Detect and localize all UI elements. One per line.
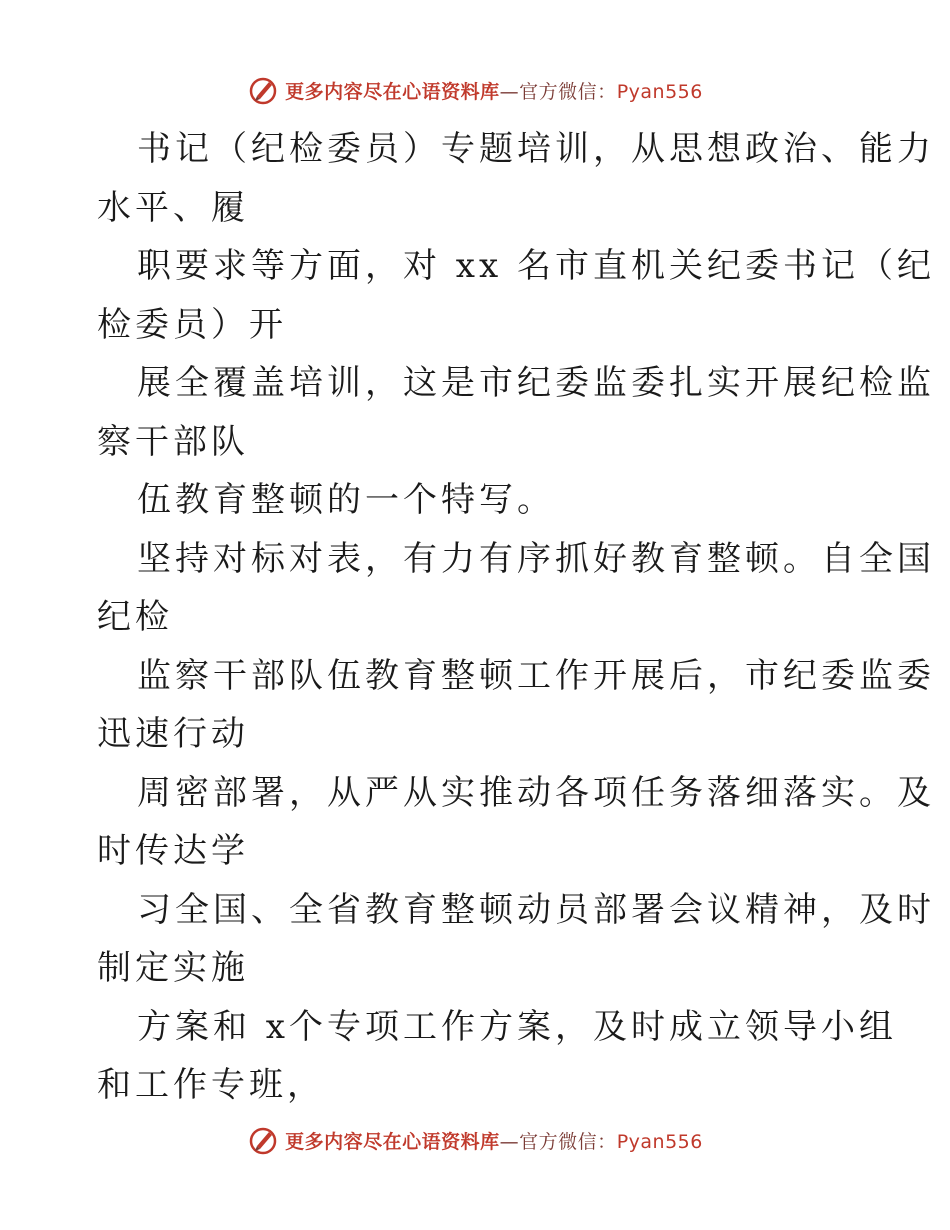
watermark-brand: 更多内容尽在心语资料库 <box>285 1130 500 1153</box>
text-line: 书记（纪检委员）专题培训，从思想政治、能力 <box>137 129 935 169</box>
header-watermark <box>0 70 950 110</box>
pen-logo-icon <box>247 74 279 106</box>
text-line: 迅速行动 <box>97 714 249 754</box>
text-line: 伍教育整顿的一个特写。 <box>137 480 555 520</box>
text-line: 方案和 x个专项工作方案，及时成立领导小组 <box>137 1006 897 1047</box>
watermark-brand: 更多内容尽在心语资料库 <box>285 80 500 103</box>
text-line: 坚持对标对表，有力有序抓好教育整顿。自全国 <box>137 538 935 579</box>
watermark-text <box>285 1127 703 1154</box>
watermark-dash: — <box>499 1130 520 1153</box>
watermark-text <box>285 77 703 104</box>
pen-logo-icon <box>247 1124 279 1156</box>
footer-watermark <box>0 1120 950 1160</box>
watermark-id: Pyan556 <box>616 80 703 103</box>
text-line: 水平、履 <box>97 187 249 228</box>
text-line: 制定实施 <box>97 948 249 988</box>
watermark-id: Pyan556 <box>616 1130 703 1153</box>
text-line: 察干部队 <box>97 421 249 462</box>
text-line: 周密部署，从严从实推动各项任务落细落实。及 <box>137 772 935 813</box>
text-line: 习全国、全省教育整顿动员部署会议精神，及时 <box>137 889 935 930</box>
text-line: 监察干部队伍教育整顿工作开展后，市纪委监委 <box>137 655 935 696</box>
text-line: 展全覆盖培训，这是市纪委监委扎实开展纪检监 <box>137 363 935 403</box>
text-line: 时传达学 <box>97 831 249 871</box>
watermark-label: 官方微信： <box>519 1130 617 1153</box>
text-line: 和工作专班， <box>97 1065 325 1105</box>
text-line: 职要求等方面，对 xx 名市直机关纪委书记（纪 <box>137 246 935 286</box>
text-line: 检委员）开 <box>97 304 287 345</box>
watermark-dash: — <box>499 80 520 103</box>
watermark-label: 官方微信： <box>519 80 617 103</box>
text-line: 纪检 <box>97 597 173 637</box>
document-body <box>97 120 935 1115</box>
